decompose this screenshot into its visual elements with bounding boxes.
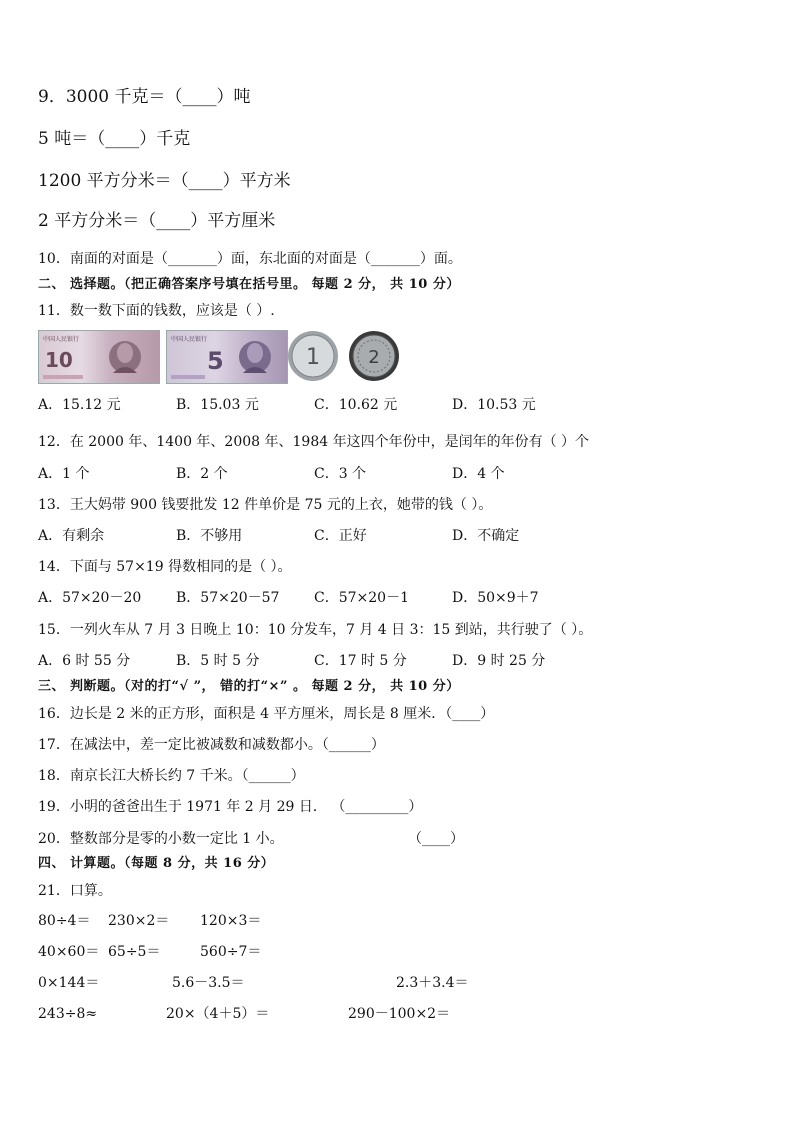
one-yuan-coin-image bbox=[287, 330, 339, 382]
q14-option-b: B．57×20－57 bbox=[176, 590, 280, 606]
q10-text: 10．南面的对面是（_______）面，东北面的对面是（_______）面。 bbox=[38, 251, 462, 267]
q15-option-d: D．9 时 25 分 bbox=[452, 653, 546, 669]
q11-option-c: C．10.62 元 bbox=[314, 397, 398, 413]
calc-item: 80÷4＝ bbox=[38, 913, 91, 929]
calc-item: 40×60＝ bbox=[38, 944, 100, 960]
section-2-heading: 二、 选择题。（把正确答案序号填在括号里。 每题 2 分， 共 10 分） bbox=[38, 277, 460, 292]
q15-option-a: A．6 时 55 分 bbox=[38, 653, 131, 669]
q13-stem: 13．王大妈带 900 钱要批发 12 件单价是 75 元的上衣，她带的钱（ ）。 bbox=[38, 497, 493, 513]
calc-item: 0×144＝ bbox=[38, 975, 100, 991]
q12-option-b: B．2 个 bbox=[176, 466, 228, 482]
five-yuan-banknote-image bbox=[166, 330, 288, 384]
q11-option-b: B．15.03 元 bbox=[176, 397, 259, 413]
calc-item: 290－100×2＝ bbox=[348, 1006, 451, 1022]
calc-item: 120×3＝ bbox=[200, 913, 262, 929]
q14-stem: 14．下面与 57×19 得数相同的是（ ）。 bbox=[38, 559, 292, 575]
section-4-heading: 四、 计算题。（每题 8 分，共 16 分） bbox=[38, 856, 275, 871]
calc-item: 560÷7＝ bbox=[200, 944, 262, 960]
q14-option-c: C．57×20－1 bbox=[314, 590, 409, 606]
q12-stem: 12．在 2000 年、1400 年、2008 年、1984 年这四个年份中，是闰年的年份有（ ）个 bbox=[38, 434, 590, 450]
q9-line1: 9．3000 千克＝（____）吨 bbox=[38, 87, 251, 107]
q20-answer-blank: （____） bbox=[408, 831, 464, 847]
q19-text: 19．小明的爸爸出生于 1971 年 2 月 29 日． （_________） bbox=[38, 799, 423, 815]
note1-bank-text: 中国人民银行 bbox=[43, 336, 80, 343]
q9-line4: 2 平方分米＝（____）平方厘米 bbox=[38, 211, 276, 231]
q13-option-b: B．不够用 bbox=[176, 528, 243, 544]
note1-denomination: 10 bbox=[45, 348, 73, 372]
q11-stem: 11．数一数下面的钱数，应该是（ ）. bbox=[38, 303, 275, 319]
q9-line2: 5 吨＝（____）千克 bbox=[38, 129, 191, 149]
coin2-value: 2 bbox=[368, 347, 380, 368]
q20-text: 20．整数部分是零的小数一定比 1 小。 bbox=[38, 831, 284, 847]
calc-item: 65÷5＝ bbox=[108, 944, 161, 960]
note2-denomination: 5 bbox=[207, 347, 224, 375]
q13-option-c: C．正好 bbox=[314, 528, 367, 544]
q13-option-a: A．有剩余 bbox=[38, 528, 105, 544]
section-3-heading: 三、 判断题。（对的打“√ ”， 错的打“×” 。 每题 2 分， 共 10 分） bbox=[38, 679, 460, 694]
q13-option-d: D．不确定 bbox=[452, 528, 520, 544]
calc-item: 2.3＋3.4＝ bbox=[396, 975, 469, 991]
q21-stem: 21．口算。 bbox=[38, 883, 112, 899]
q18-text: 18．南京长江大桥长约 7 千米。（______） bbox=[38, 768, 305, 784]
two-jiao-coin-image bbox=[348, 330, 400, 382]
calc-item: 243÷8≈ bbox=[38, 1006, 98, 1022]
note2-bank-text: 中国人民银行 bbox=[171, 336, 208, 343]
q11-option-d: D．10.53 元 bbox=[452, 397, 536, 413]
q12-option-c: C．3 个 bbox=[314, 466, 367, 482]
q15-stem: 15．一列火车从 7 月 3 日晚上 10：10 分发车，7 月 4 日 3：15 到站，共行驶了（ ）。 bbox=[38, 622, 593, 638]
calc-item: 5.6－3.5＝ bbox=[172, 975, 245, 991]
q12-option-d: D．4 个 bbox=[452, 466, 505, 482]
q12-option-a: A．1 个 bbox=[38, 466, 90, 482]
q11-option-a: A．15.12 元 bbox=[38, 397, 121, 413]
q15-option-b: B．5 时 5 分 bbox=[176, 653, 260, 669]
q16-text: 16．边长是 2 米的正方形，面积是 4 平方厘米，周长是 8 厘米．（____） bbox=[38, 706, 495, 722]
q9-line3: 1200 平方分米＝（____）平方米 bbox=[38, 171, 291, 191]
coin1-value: 1 bbox=[306, 345, 320, 370]
q17-text: 17．在减法中，差一定比被减数和减数都小。（______） bbox=[38, 737, 385, 753]
calc-item: 20×（4＋5）＝ bbox=[166, 1006, 270, 1022]
q14-option-a: A．57×20－20 bbox=[38, 590, 142, 606]
q14-option-d: D．50×9＋7 bbox=[452, 590, 539, 606]
calc-item: 230×2＝ bbox=[108, 913, 170, 929]
q15-option-c: C．17 时 5 分 bbox=[314, 653, 407, 669]
ten-yuan-banknote-image bbox=[38, 330, 160, 384]
